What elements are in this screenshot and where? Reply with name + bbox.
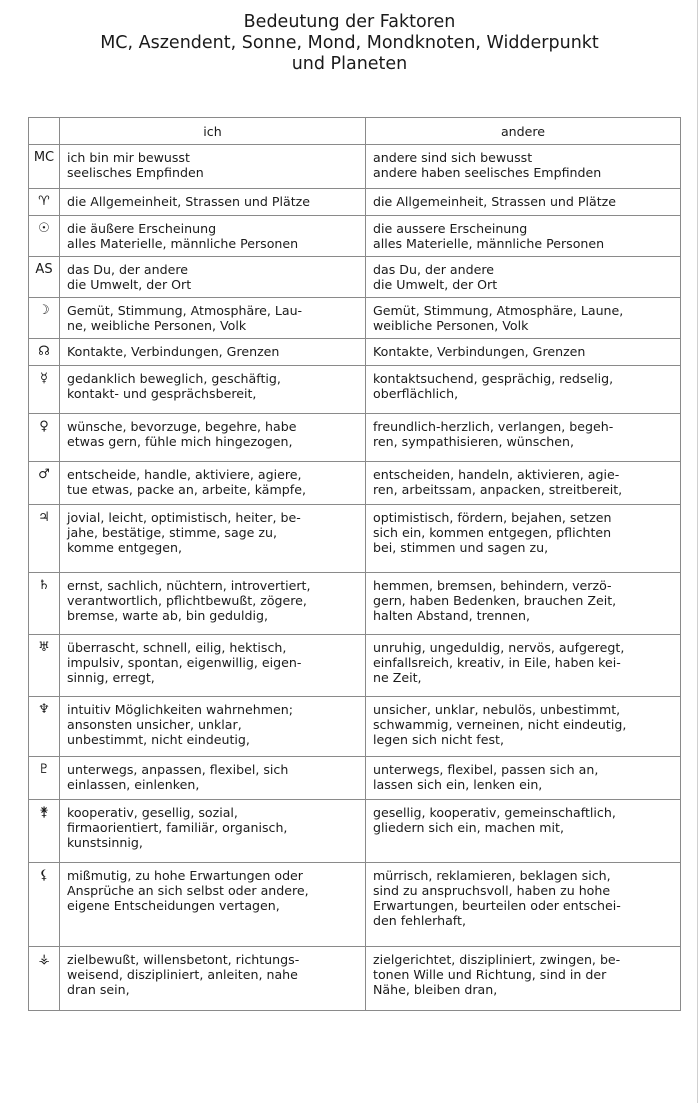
cell-ich: Kontakte, Verbindungen, Grenzen (60, 339, 366, 366)
cell-andere: andere sind sich bewusst andere haben seelisches Empfinden (366, 145, 681, 189)
cell-ich: das Du, der andere die Umwelt, der Ort (60, 257, 366, 298)
vesta-icon: ⚶ (29, 947, 60, 1011)
page-title (0, 12, 699, 75)
table-row (29, 697, 681, 757)
mars-icon: ♂ (29, 462, 60, 505)
table-row (29, 366, 681, 414)
juno-icon: ⚵ (29, 800, 60, 863)
header-row (29, 118, 681, 145)
cell-ich: mißmutig, zu hohe Erwartungen oder Ansprüche an sich selbst oder andere, eigene Entscheidungen vertagen, (60, 863, 366, 947)
uranus-icon: ♅ (29, 635, 60, 697)
table-row (29, 145, 681, 189)
cell-andere: unterwegs, flexibel, passen sich an, lassen sich ein, lenken ein, (366, 757, 681, 800)
table-row (29, 257, 681, 298)
table-row (29, 800, 681, 863)
cell-ich: ich bin mir bewusst seelisches Empfinden (60, 145, 366, 189)
title-line-2: MC, Aszendent, Sonne, Mond, Mondknoten, Widderpunkt (100, 33, 599, 53)
table-row (29, 189, 681, 216)
cell-andere: optimistisch, fördern, bejahen, setzen sich ein, kommen entgegen, pflichten bei, stimmen und sagen zu, (366, 505, 681, 573)
header-andere: andere (366, 118, 681, 145)
aries-icon: ♈ (29, 189, 60, 216)
table-row (29, 863, 681, 947)
table-row (29, 298, 681, 339)
cell-andere: freundlich-herzlich, verlangen, begeh- ren, sympathisieren, wünschen, (366, 414, 681, 462)
cell-ich: wünsche, bevorzuge, begehre, habe etwas gern, fühle mich hingezogen, (60, 414, 366, 462)
cell-ich: die Allgemeinheit, Strassen und Plätze (60, 189, 366, 216)
neptune-icon: ♆ (29, 697, 60, 757)
cell-ich: überrascht, schnell, eilig, hektisch, impulsiv, spontan, eigenwillig, eigen- sinnig, erregt, (60, 635, 366, 697)
table-row (29, 216, 681, 257)
table-row (29, 462, 681, 505)
cell-andere: mürrisch, reklamieren, beklagen sich, sind zu anspruchsvoll, haben zu hohe Erwartungen, beurteilen oder entschei- den fehlerhaft, (366, 863, 681, 947)
factor-table (28, 117, 681, 1011)
cell-ich: intuitiv Möglichkeiten wahrnehmen; ansonsten unsicher, unklar, unbestimmt, nicht eindeutig, (60, 697, 366, 757)
cell-andere: unruhig, ungeduldig, nervös, aufgeregt, einfallsreich, kreativ, in Eile, haben kei- ne Zeit, (366, 635, 681, 697)
cell-andere: kontaktsuchend, gesprächig, redselig, oberflächlich, (366, 366, 681, 414)
pluto-icon: ♇ (29, 757, 60, 800)
table-row (29, 635, 681, 697)
cell-ich: kooperativ, gesellig, sozial, firmaorientiert, familiär, organisch, kunstsinnig, (60, 800, 366, 863)
mercury-icon: ☿ (29, 366, 60, 414)
ascendant-icon: AS (29, 257, 60, 298)
sun-icon: ☉ (29, 216, 60, 257)
cell-andere: Kontakte, Verbindungen, Grenzen (366, 339, 681, 366)
header-ich: ich (60, 118, 366, 145)
cell-andere: Gemüt, Stimmung, Atmosphäre, Laune, weibliche Personen, Volk (366, 298, 681, 339)
table-row (29, 505, 681, 573)
cell-ich: Gemüt, Stimmung, Atmosphäre, Lau- ne, weibliche Personen, Volk (60, 298, 366, 339)
cell-ich: ernst, sachlich, nüchtern, introvertiert, verantwortlich, pflichtbewußt, zögere, bremse, warte ab, bin geduldig, (60, 573, 366, 635)
cell-andere: hemmen, bremsen, behindern, verzö- gern, haben Bedenken, brauchen Zeit, halten Abstand, trennen, (366, 573, 681, 635)
cell-ich: zielbewußt, willensbetont, richtungs- weisend, diszipliniert, anleiten, nahe dran sein, (60, 947, 366, 1011)
cell-ich: unterwegs, anpassen, flexibel, sich einlassen, einlenken, (60, 757, 366, 800)
cell-andere: die Allgemeinheit, Strassen und Plätze (366, 189, 681, 216)
moon-icon: ☽ (29, 298, 60, 339)
mc-icon: MC (29, 145, 60, 189)
cell-ich: gedanklich beweglich, geschäftig, kontakt- und gesprächsbereit, (60, 366, 366, 414)
cell-ich: jovial, leicht, optimistisch, heiter, be- jahe, bestätige, stimme, sage zu, komme entgegen, (60, 505, 366, 573)
header-symbol (29, 118, 60, 145)
saturn-icon: ♄ (29, 573, 60, 635)
table-row (29, 414, 681, 462)
title-line-3: und Planeten (291, 54, 408, 74)
scan-edge-line (697, 0, 698, 1103)
title-line-1: Bedeutung der Faktoren (243, 12, 456, 32)
venus-icon: ♀ (29, 414, 60, 462)
table-row (29, 573, 681, 635)
cell-andere: zielgerichtet, diszipliniert, zwingen, be- tonen Wille und Richtung, sind in der Nähe, bleiben dran, (366, 947, 681, 1011)
cell-andere: das Du, der andere die Umwelt, der Ort (366, 257, 681, 298)
table-row (29, 947, 681, 1011)
cell-andere: unsicher, unklar, nebulös, unbestimmt, schwammig, verneinen, nicht eindeutig, legen sich nicht fest, (366, 697, 681, 757)
lunar-node-icon: ☊ (29, 339, 60, 366)
cell-andere: die aussere Erscheinung alles Materielle, männliche Personen (366, 216, 681, 257)
table-row (29, 339, 681, 366)
cell-ich: entscheide, handle, aktiviere, agiere, tue etwas, packe an, arbeite, kämpfe, (60, 462, 366, 505)
table-row (29, 757, 681, 800)
cell-andere: entscheiden, handeln, aktivieren, agie- ren, arbeitssam, anpacken, streitbereit, (366, 462, 681, 505)
lilith-icon: ⚸ (29, 863, 60, 947)
cell-ich: die äußere Erscheinung alles Materielle, männliche Personen (60, 216, 366, 257)
jupiter-icon: ♃ (29, 505, 60, 573)
cell-andere: gesellig, kooperativ, gemeinschaftlich, gliedern sich ein, machen mit, (366, 800, 681, 863)
